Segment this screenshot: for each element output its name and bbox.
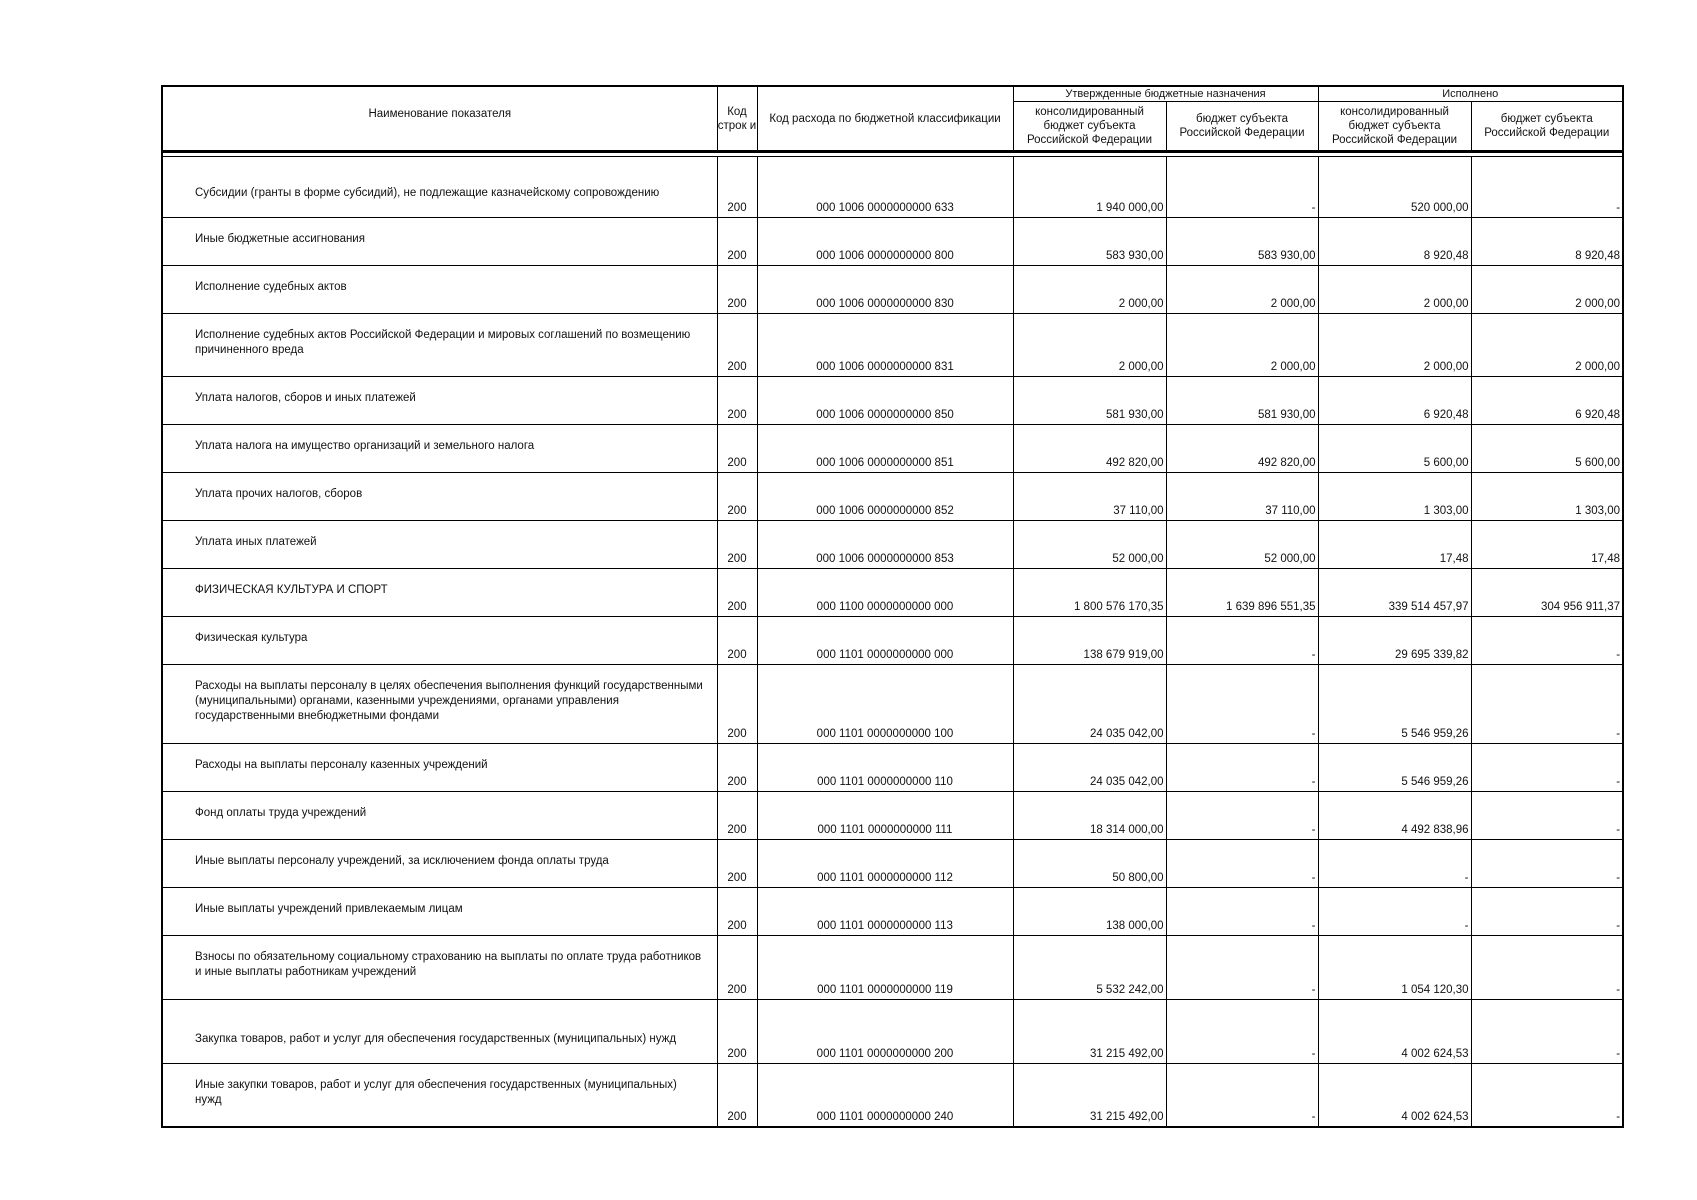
- row-executed-consolidated: 5 546 959,26: [1318, 744, 1471, 792]
- row-executed-consolidated: 6 920,48: [1318, 377, 1471, 425]
- table-row: [162, 792, 1623, 840]
- row-executed-consolidated: 339 514 457,97: [1318, 569, 1471, 617]
- table-row: [162, 840, 1623, 888]
- row-name: Иные выплаты учреждений привлекаемым лицам: [162, 888, 717, 936]
- row-executed-subject: 6 920,48: [1471, 377, 1623, 425]
- header-executed-subject: бюджет субъекта Российской Федерации: [1471, 102, 1623, 152]
- row-executed-subject: -: [1471, 1000, 1623, 1064]
- row-approved-consolidated: 50 800,00: [1013, 840, 1166, 888]
- table-row: [162, 266, 1623, 314]
- table-row: [162, 425, 1623, 473]
- header-approved-group: Утвержденные бюджетные назначения: [1013, 86, 1318, 102]
- row-budget-code: 000 1101 0000000000 112: [757, 840, 1013, 888]
- row-approved-subject: 37 110,00: [1166, 473, 1318, 521]
- row-approved-consolidated: 581 930,00: [1013, 377, 1166, 425]
- row-approved-subject: 492 820,00: [1166, 425, 1318, 473]
- row-line-code: 200: [717, 314, 757, 377]
- row-line-code: 200: [717, 744, 757, 792]
- row-name: Расходы на выплаты персоналу казенных учреждений: [162, 744, 717, 792]
- row-name: ФИЗИЧЕСКАЯ КУЛЬТУРА И СПОРТ: [162, 569, 717, 617]
- row-budget-code: 000 1101 0000000000 110: [757, 744, 1013, 792]
- row-approved-subject: -: [1166, 1064, 1318, 1127]
- row-budget-code: 000 1006 0000000000 850: [757, 377, 1013, 425]
- row-name: Исполнение судебных актов Российской Федерации и мировых соглашений по возмещению причиненного вреда: [162, 314, 717, 377]
- table-row: [162, 888, 1623, 936]
- row-approved-subject: -: [1166, 617, 1318, 665]
- header-line-code: Код строк и: [717, 86, 757, 152]
- row-budget-code: 000 1101 0000000000 200: [757, 1000, 1013, 1064]
- table-row: [162, 377, 1623, 425]
- row-executed-subject: -: [1471, 936, 1623, 1000]
- row-executed-consolidated: 17,48: [1318, 521, 1471, 569]
- row-line-code: 200: [717, 157, 757, 218]
- row-executed-subject: 17,48: [1471, 521, 1623, 569]
- row-name: Уплата иных платежей: [162, 521, 717, 569]
- row-approved-consolidated: 31 215 492,00: [1013, 1064, 1166, 1127]
- row-name: Субсидии (гранты в форме субсидий), не подлежащие казначейскому сопровождению: [162, 157, 717, 218]
- row-budget-code: 000 1006 0000000000 851: [757, 425, 1013, 473]
- row-approved-subject: 583 930,00: [1166, 218, 1318, 266]
- row-name: Физическая культура: [162, 617, 717, 665]
- row-approved-consolidated: 1 800 576 170,35: [1013, 569, 1166, 617]
- row-budget-code: 000 1006 0000000000 853: [757, 521, 1013, 569]
- budget-execution-table: [161, 85, 1624, 1128]
- row-line-code: 200: [717, 218, 757, 266]
- row-approved-consolidated: 583 930,00: [1013, 218, 1166, 266]
- row-executed-subject: -: [1471, 888, 1623, 936]
- row-approved-subject: 1 639 896 551,35: [1166, 569, 1318, 617]
- row-executed-consolidated: 1 054 120,30: [1318, 936, 1471, 1000]
- row-executed-consolidated: -: [1318, 888, 1471, 936]
- header-approved-consolidated: консолидированный бюджет субъекта Российской Федерации: [1013, 102, 1166, 152]
- row-name: Иные бюджетные ассигнования: [162, 218, 717, 266]
- row-approved-subject: 2 000,00: [1166, 266, 1318, 314]
- row-line-code: 200: [717, 888, 757, 936]
- row-budget-code: 000 1101 0000000000 111: [757, 792, 1013, 840]
- row-executed-subject: -: [1471, 792, 1623, 840]
- row-approved-consolidated: 138 000,00: [1013, 888, 1166, 936]
- row-approved-consolidated: 52 000,00: [1013, 521, 1166, 569]
- row-executed-subject: -: [1471, 157, 1623, 218]
- row-name: Уплата прочих налогов, сборов: [162, 473, 717, 521]
- row-line-code: 200: [717, 473, 757, 521]
- row-line-code: 200: [717, 1000, 757, 1064]
- table-row: [162, 936, 1623, 1000]
- table-row: [162, 569, 1623, 617]
- row-name: Фонд оплаты труда учреждений: [162, 792, 717, 840]
- row-approved-subject: -: [1166, 665, 1318, 744]
- row-executed-consolidated: 4 492 838,96: [1318, 792, 1471, 840]
- row-line-code: 200: [717, 266, 757, 314]
- row-approved-consolidated: 138 679 919,00: [1013, 617, 1166, 665]
- row-executed-consolidated: 520 000,00: [1318, 157, 1471, 218]
- row-approved-subject: -: [1166, 1000, 1318, 1064]
- row-executed-subject: -: [1471, 744, 1623, 792]
- row-executed-consolidated: 5 546 959,26: [1318, 665, 1471, 744]
- row-budget-code: 000 1101 0000000000 119: [757, 936, 1013, 1000]
- row-line-code: 200: [717, 521, 757, 569]
- row-line-code: 200: [717, 617, 757, 665]
- table-row: [162, 1064, 1623, 1127]
- row-approved-subject: -: [1166, 744, 1318, 792]
- row-approved-consolidated: 492 820,00: [1013, 425, 1166, 473]
- row-line-code: 200: [717, 936, 757, 1000]
- row-name: Уплата налога на имущество организаций и земельного налога: [162, 425, 717, 473]
- row-approved-subject: -: [1166, 888, 1318, 936]
- row-name: Иные выплаты персоналу учреждений, за исключением фонда оплаты труда: [162, 840, 717, 888]
- row-executed-subject: 2 000,00: [1471, 314, 1623, 377]
- row-executed-subject: -: [1471, 665, 1623, 744]
- row-approved-consolidated: 24 035 042,00: [1013, 665, 1166, 744]
- row-approved-subject: -: [1166, 936, 1318, 1000]
- row-executed-consolidated: 4 002 624,53: [1318, 1000, 1471, 1064]
- row-approved-consolidated: 31 215 492,00: [1013, 1000, 1166, 1064]
- row-approved-subject: -: [1166, 840, 1318, 888]
- row-approved-subject: -: [1166, 157, 1318, 218]
- row-approved-subject: 581 930,00: [1166, 377, 1318, 425]
- row-name: Иные закупки товаров, работ и услуг для обеспечения государственных (муниципальных) нужд: [162, 1064, 717, 1127]
- row-budget-code: 000 1101 0000000000 000: [757, 617, 1013, 665]
- row-executed-consolidated: 29 695 339,82: [1318, 617, 1471, 665]
- table-row: [162, 665, 1623, 744]
- table-row: [162, 473, 1623, 521]
- header-executed-group: Исполнено: [1318, 86, 1623, 102]
- table-row: [162, 218, 1623, 266]
- row-budget-code: 000 1101 0000000000 240: [757, 1064, 1013, 1127]
- row-executed-subject: 1 303,00: [1471, 473, 1623, 521]
- header-approved-subject: бюджет субъекта Российской Федерации: [1166, 102, 1318, 152]
- row-executed-consolidated: 4 002 624,53: [1318, 1064, 1471, 1127]
- row-executed-consolidated: 5 600,00: [1318, 425, 1471, 473]
- table-row: [162, 314, 1623, 377]
- row-executed-subject: 304 956 911,37: [1471, 569, 1623, 617]
- row-executed-subject: -: [1471, 840, 1623, 888]
- table-header: [162, 86, 1623, 152]
- row-executed-consolidated: -: [1318, 840, 1471, 888]
- row-line-code: 200: [717, 665, 757, 744]
- row-budget-code: 000 1100 0000000000 000: [757, 569, 1013, 617]
- row-line-code: 200: [717, 840, 757, 888]
- row-budget-code: 000 1101 0000000000 113: [757, 888, 1013, 936]
- row-executed-subject: 5 600,00: [1471, 425, 1623, 473]
- row-approved-consolidated: 2 000,00: [1013, 314, 1166, 377]
- row-executed-subject: 2 000,00: [1471, 266, 1623, 314]
- row-approved-consolidated: 2 000,00: [1013, 266, 1166, 314]
- table-row: [162, 157, 1623, 218]
- row-line-code: 200: [717, 792, 757, 840]
- row-budget-code: 000 1006 0000000000 800: [757, 218, 1013, 266]
- row-approved-consolidated: 18 314 000,00: [1013, 792, 1166, 840]
- row-name: Закупка товаров, работ и услуг для обеспечения государственных (муниципальных) нужд: [162, 1000, 717, 1064]
- row-approved-consolidated: 24 035 042,00: [1013, 744, 1166, 792]
- table-row: [162, 521, 1623, 569]
- row-name: Исполнение судебных актов: [162, 266, 717, 314]
- row-name: Уплата налогов, сборов и иных платежей: [162, 377, 717, 425]
- row-name: Взносы по обязательному социальному страхованию на выплаты по оплате труда работников и иные выплаты работникам учреждений: [162, 936, 717, 1000]
- row-executed-subject: -: [1471, 1064, 1623, 1127]
- row-approved-subject: -: [1166, 792, 1318, 840]
- row-name: Расходы на выплаты персоналу в целях обеспечения выполнения функций государственными (муниципальными) органами, казенными учреждениями, органами управления государственными внебюджетными фондами: [162, 665, 717, 744]
- table-row: [162, 1000, 1623, 1064]
- row-approved-consolidated: 37 110,00: [1013, 473, 1166, 521]
- row-executed-subject: 8 920,48: [1471, 218, 1623, 266]
- row-approved-subject: 52 000,00: [1166, 521, 1318, 569]
- row-budget-code: 000 1006 0000000000 831: [757, 314, 1013, 377]
- header-budget-classification-code: Код расхода по бюджетной классификации: [757, 86, 1013, 152]
- row-executed-consolidated: 2 000,00: [1318, 266, 1471, 314]
- row-executed-consolidated: 1 303,00: [1318, 473, 1471, 521]
- header-indicator-name: Наименование показателя: [162, 86, 717, 152]
- row-executed-consolidated: 8 920,48: [1318, 218, 1471, 266]
- row-budget-code: 000 1006 0000000000 633: [757, 157, 1013, 218]
- row-approved-consolidated: 1 940 000,00: [1013, 157, 1166, 218]
- row-budget-code: 000 1006 0000000000 852: [757, 473, 1013, 521]
- row-executed-subject: -: [1471, 617, 1623, 665]
- row-line-code: 200: [717, 569, 757, 617]
- row-approved-consolidated: 5 532 242,00: [1013, 936, 1166, 1000]
- row-line-code: 200: [717, 377, 757, 425]
- row-line-code: 200: [717, 1064, 757, 1127]
- row-approved-subject: 2 000,00: [1166, 314, 1318, 377]
- table-body: [162, 152, 1623, 1127]
- row-executed-consolidated: 2 000,00: [1318, 314, 1471, 377]
- table-row: [162, 744, 1623, 792]
- header-executed-consolidated: консолидированный бюджет субъекта Российской Федерации: [1318, 102, 1471, 152]
- row-budget-code: 000 1101 0000000000 100: [757, 665, 1013, 744]
- row-line-code: 200: [717, 425, 757, 473]
- table-row: [162, 617, 1623, 665]
- report-sheet: [161, 85, 1624, 1128]
- row-budget-code: 000 1006 0000000000 830: [757, 266, 1013, 314]
